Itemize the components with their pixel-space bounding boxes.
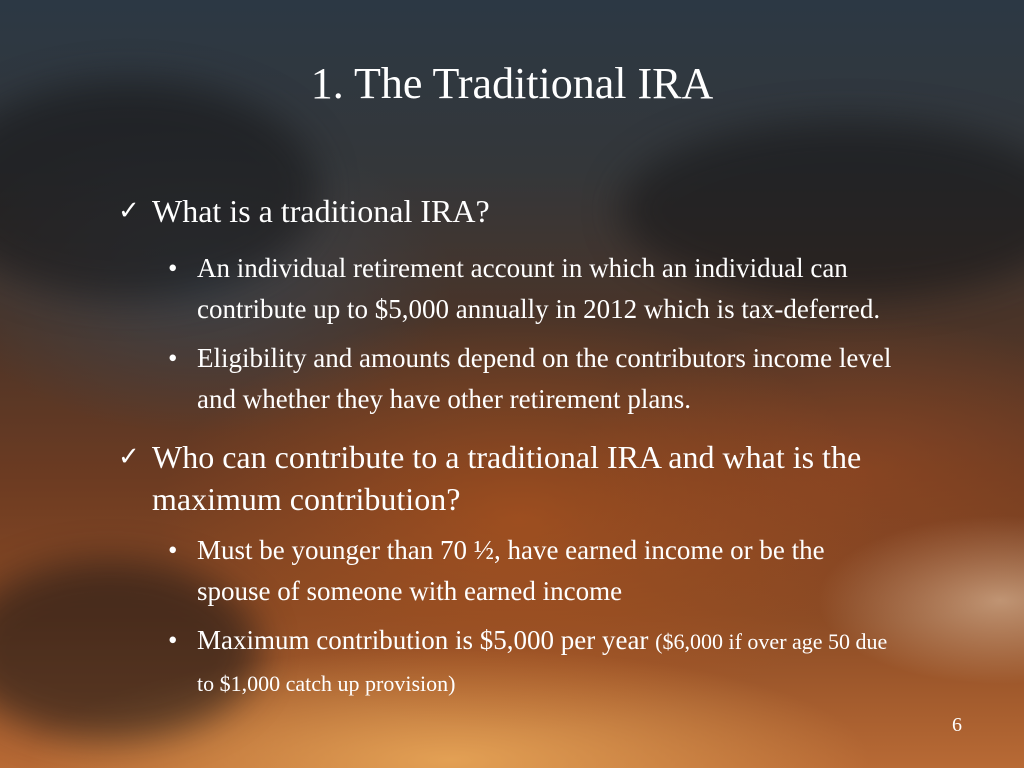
bullet-text: Who can contribute to a traditional IRA and what is the maximum contribution?: [152, 439, 862, 517]
checkmark-icon: ✓: [118, 442, 140, 471]
bullet-text: Eligibility and amounts depend on the contributors income level and whether they have other retirement plans.: [197, 343, 892, 414]
checkmark-icon: ✓: [118, 196, 140, 225]
bullet-text: What is a traditional IRA?: [152, 193, 490, 229]
bullet-level2: [118, 530, 897, 612]
bullet-level1: [118, 436, 908, 520]
bullet-text: Must be younger than 70 ½, have earned income or be the spouse of someone with earned income: [197, 535, 825, 606]
bullet-dot-icon: •: [168, 535, 178, 565]
bullet-dot-icon: •: [168, 625, 178, 655]
bullet-note: ($6,000 if over age 50 due to $1,000 catch up provision): [197, 629, 888, 696]
bullet-level2: [118, 338, 897, 420]
bullet-level1: [118, 190, 908, 232]
bullet-dot-icon: •: [168, 343, 178, 373]
slide-content: [118, 190, 908, 712]
bullet-level2: [118, 248, 897, 330]
slide-title: 1. The Traditional IRA: [310, 59, 714, 108]
bullet-text: Maximum contribution is $5,000 per year: [197, 625, 656, 655]
bullet-level2: [118, 620, 897, 704]
page-number: 6: [952, 714, 962, 736]
bullet-dot-icon: •: [168, 253, 178, 283]
bullet-text: An individual retirement account in which an individual can contribute up to $5,000 annually in 2012 which is tax-deferred.: [197, 253, 881, 324]
